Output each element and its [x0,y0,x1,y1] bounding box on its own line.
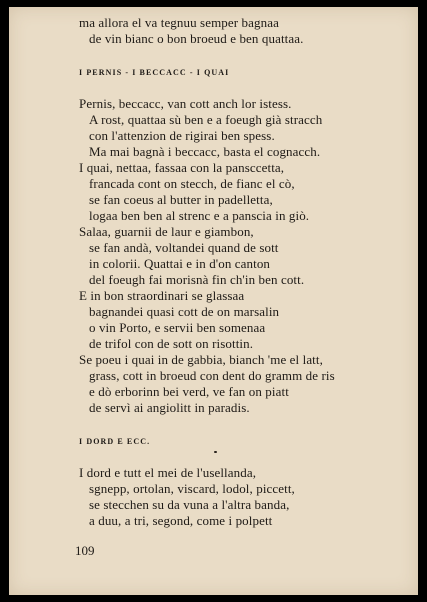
text-line: I dord e tutt el mei de l'usellanda, [79,465,257,480]
text-line: de trifol con de sott on risottin. [89,336,254,351]
text-line: E in bon straordinari se glassaa [79,288,245,303]
section-heading: I DORD E ECC. [79,437,151,446]
text-line: se stecchen su da vuna a l'altra banda, [89,497,290,512]
text-line: Salaa, guarnii de laur e giambon, [79,224,254,239]
text-line: se fan andà, voltandei quand de sott [89,240,279,255]
text-line: A rost, quattaa sù ben e a foeugh già stracch [89,112,323,127]
section-heading: I PERNIS - I BECCACC - I QUAI [79,68,230,77]
text-line: se fan coeus al butter in padelletta, [89,192,273,207]
ink-mark [214,451,217,453]
text-line: in colorii. Quattai e in d'on canton [89,256,271,271]
text-line: sgnepp, ortolan, viscard, lodol, piccett, [89,481,295,496]
text-line: grass, cott in broeud con dent do gramm de ris [89,368,335,383]
book-page [9,7,418,595]
text-line: logaa ben ben al strenc e a panscia in giò. [89,208,310,223]
text-line: ma allora el va tegnuu semper bagnaa [79,15,279,30]
text-line: e dò erborinn bei verd, ve fan on piatt [89,384,289,399]
text-line: I quai, nettaa, fassaa con la pansccetta, [79,160,285,175]
text-line: o vin Porto, e servii ben somenaa [89,320,266,335]
text-line: Se poeu i quai in de gabbia, bianch 'me el latt, [79,352,323,367]
text-line: con l'attenzion de rigirai ben spess. [89,128,275,143]
text-line: Pernis, beccacc, van cott anch lor istess. [79,96,292,111]
page-number: 109 [75,543,95,558]
text-line: Ma mai bagnà i beccacc, basta el cognacch. [89,144,321,159]
text-line: de vin bianc o bon broeud e ben quattaa. [89,31,304,46]
text-line: a duu, a tri, segond, come i polpett [89,513,273,528]
text-line: de servì ai angiolitt in paradis. [89,400,250,415]
text-line: del foeugh fai morisnà fin ch'in ben cott. [89,272,305,287]
text-line: bagnandei quasi cott de on marsalin [89,304,280,319]
text-line: francada cont on stecch, de fianc el cò, [89,176,295,191]
